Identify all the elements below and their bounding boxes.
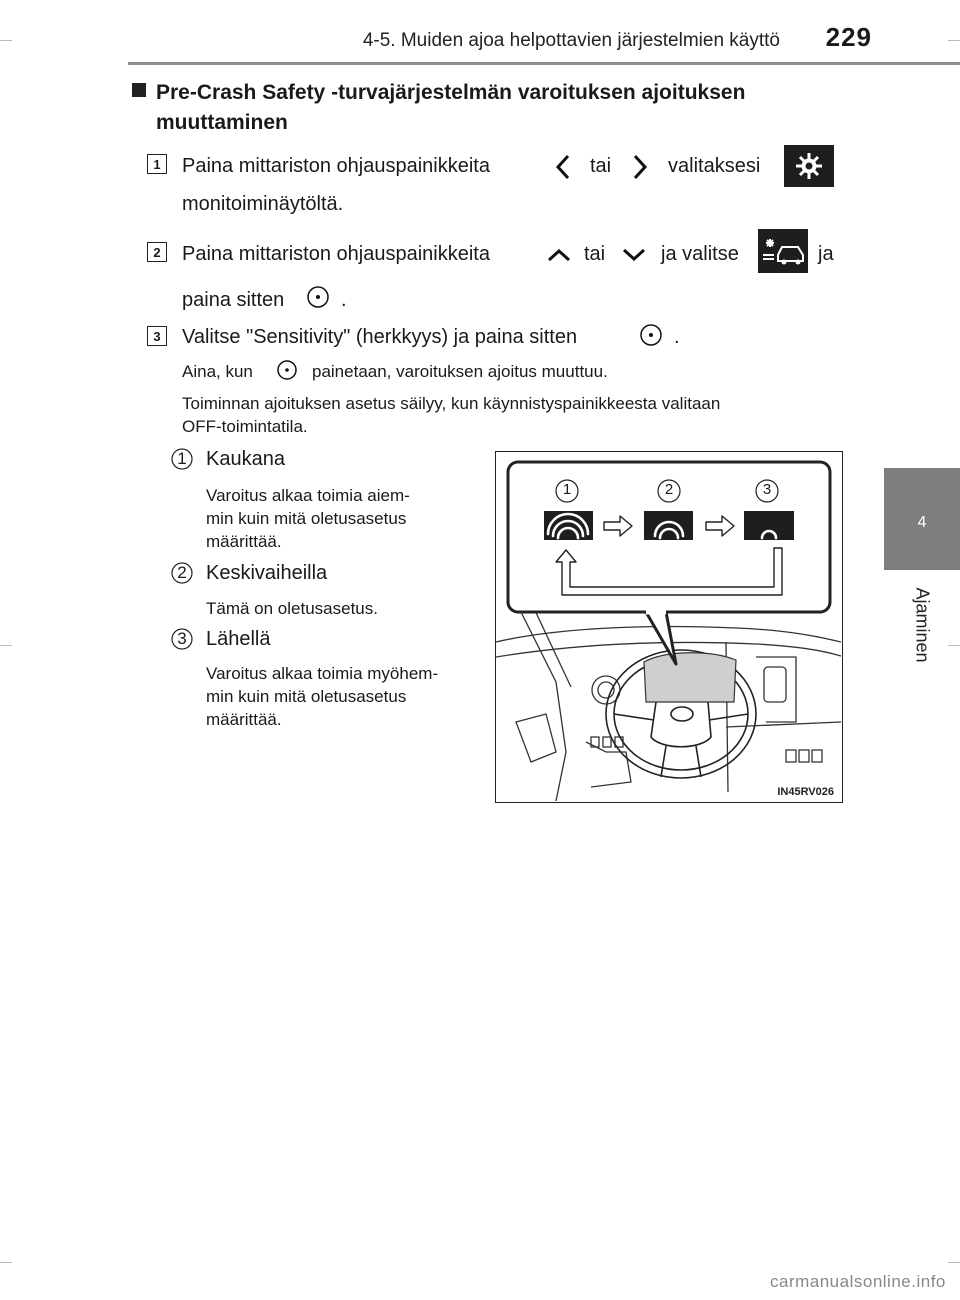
option-2-number: 2: [177, 563, 187, 582]
figure-illustration: [496, 452, 841, 801]
step-1-text-d: monitoiminäytöltä.: [182, 193, 344, 215]
chevron-down-icon: [621, 246, 647, 264]
desc-line: min kuin mitä oletusasetus: [206, 687, 407, 706]
trim-mark: [948, 1262, 960, 1263]
option-3-title: Lähellä: [206, 628, 271, 650]
step-1-text-a: Paina mittariston ohjauspainikkeita: [182, 155, 490, 177]
watermark: carmanualsonline.info: [770, 1272, 946, 1291]
note-2-line-2: OFF-toimintatila.: [182, 417, 308, 436]
step-number-2: 2: [147, 242, 167, 262]
header-rule: [128, 62, 960, 65]
chevron-right-icon: [630, 153, 650, 181]
pre-crash-safety-icon: [758, 229, 808, 273]
note-2-line-1: Toiminnan ajoituksen asetus säilyy, kun käynnistyspainikkeesta valitaan: [182, 394, 721, 413]
page-number: 229: [825, 22, 872, 52]
desc-line: Varoitus alkaa toimia aiem-: [206, 486, 410, 505]
figure-label-3: 3: [762, 481, 772, 498]
step-2-text-f: .: [341, 289, 347, 311]
trim-mark: [948, 40, 960, 41]
enter-button-icon: [306, 285, 330, 309]
enter-button-icon: [276, 359, 298, 381]
figure-label-2: 2: [664, 481, 674, 498]
step-2-text-e: paina sitten: [182, 289, 285, 311]
chevron-up-icon: [546, 246, 572, 264]
note-1-b: painetaan, varoituksen ajoitus muuttuu.: [312, 362, 608, 381]
enter-button-icon: [639, 323, 663, 347]
note-2: [182, 392, 838, 438]
step-number-1: 1: [147, 154, 167, 174]
figure-code: IN45RV026: [777, 786, 834, 798]
desc-line: Tämä on oletusasetus.: [206, 599, 378, 618]
step-2-text-a: Paina mittariston ohjauspainikkeita: [182, 243, 490, 265]
desc-line: määrittää.: [206, 532, 282, 551]
step-3-text-a: Valitse "Sensitivity" (herkkyys) ja paina sitten: [182, 326, 578, 348]
heading-bullet-icon: [132, 83, 146, 97]
option-1-title: Kaukana: [206, 448, 285, 470]
desc-line: Varoitus alkaa toimia myöhem-: [206, 664, 439, 683]
chapter-tab-number: 4: [884, 468, 960, 570]
option-1-number: 1: [177, 449, 187, 468]
option-1-desc: [206, 484, 476, 553]
step-3-text-b: .: [674, 326, 680, 348]
step-2-text-c: ja valitse: [661, 243, 739, 265]
note-1-a: Aina, kun: [182, 362, 253, 381]
chevron-left-icon: [553, 153, 573, 181]
option-3-desc: [206, 662, 476, 731]
trim-mark: [0, 1262, 12, 1263]
desc-line: määrittää.: [206, 710, 282, 729]
section-heading: Pre-Crash Safety -turvajärjestelmän varoituksen ajoituksen muuttaminen: [132, 78, 838, 138]
option-3-number: 3: [177, 629, 187, 648]
chapter-tab-label: Ajaminen: [912, 587, 933, 663]
gear-icon: [784, 145, 834, 187]
sensitivity-figure: [495, 451, 843, 803]
step-1-text-c: valitaksesi: [668, 155, 761, 177]
step-number-3: 3: [147, 326, 167, 346]
step-2-text-d: ja: [818, 243, 834, 265]
desc-line: min kuin mitä oletusasetus: [206, 509, 407, 528]
step-1-text-b: tai: [590, 155, 612, 177]
chapter-header: 4-5. Muiden ajoa helpottavien järjestelmien käyttö: [362, 30, 780, 51]
figure-label-1: 1: [562, 481, 572, 498]
trim-mark: [0, 40, 12, 41]
step-2-text-b: tai: [584, 243, 606, 265]
option-2-desc: [206, 597, 476, 620]
trim-mark: [0, 645, 12, 646]
option-2-title: Keskivaiheilla: [206, 562, 328, 584]
